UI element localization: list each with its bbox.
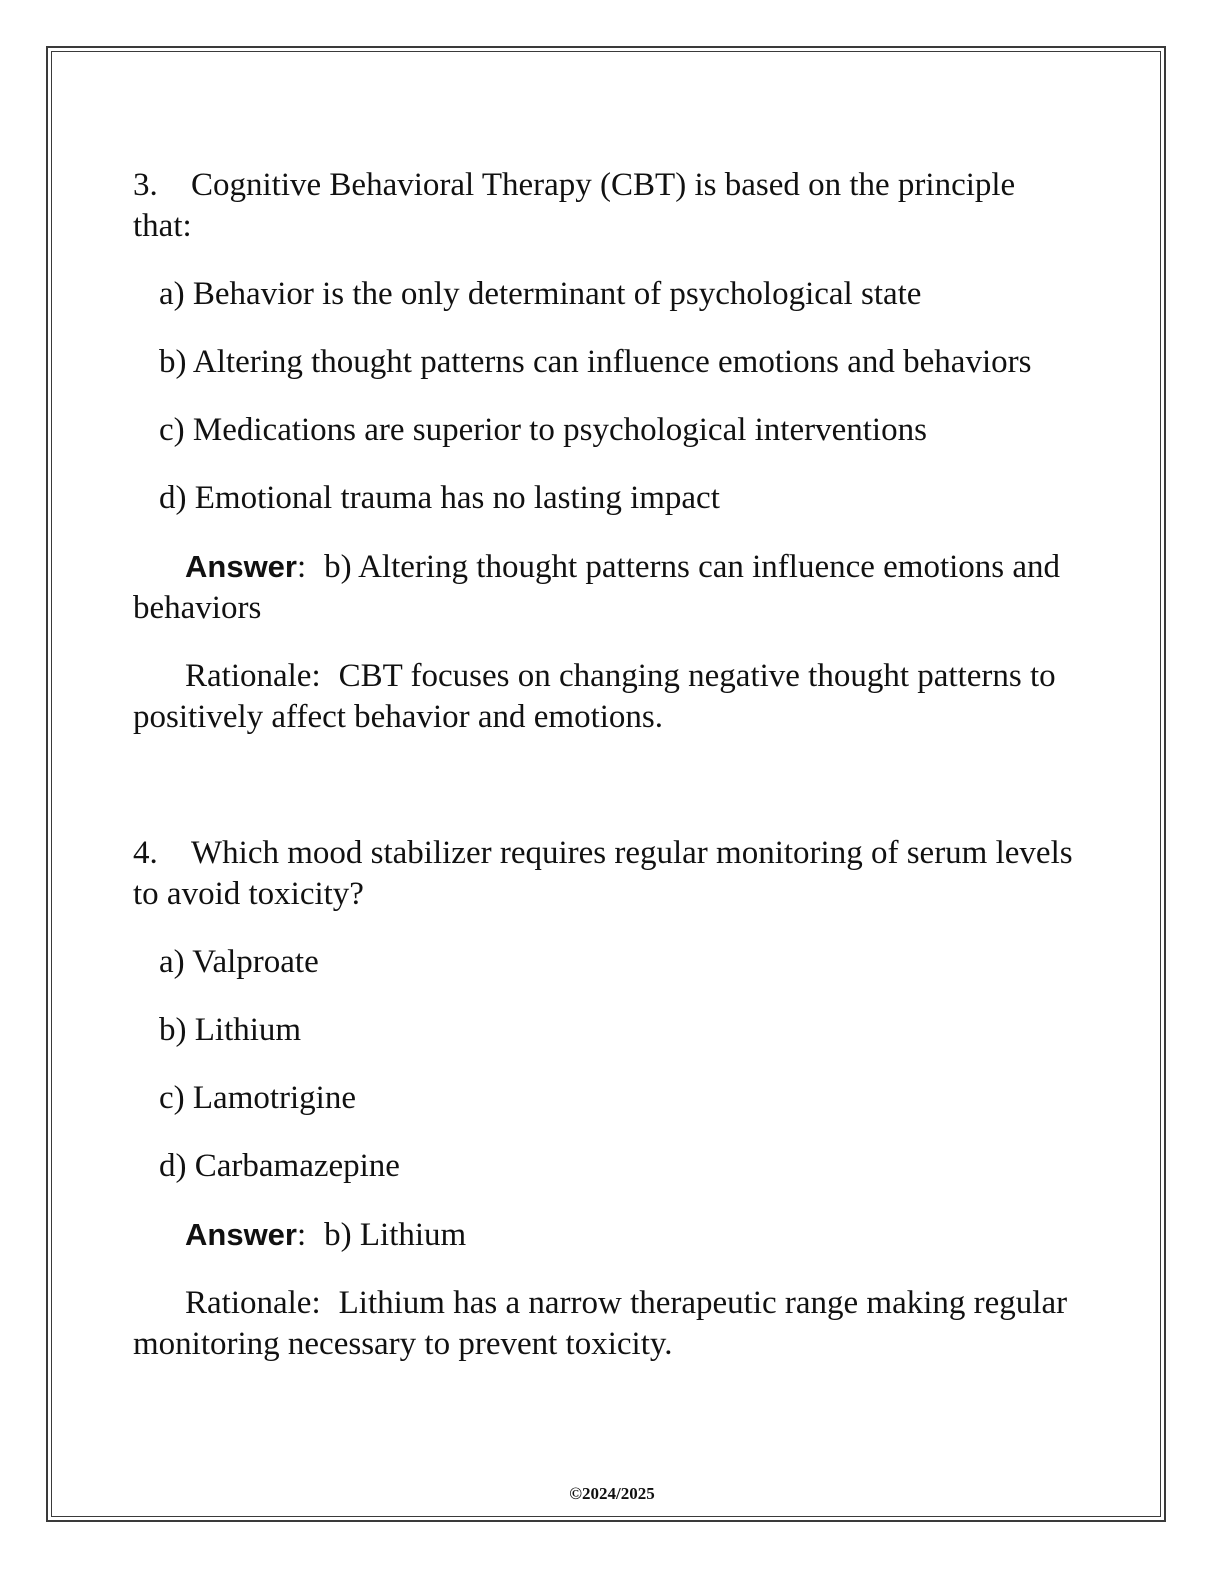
document-body — [133, 165, 1073, 1365]
option-b: b) Lithium — [159, 1012, 302, 1048]
question-stem: Which mood stabilizer requires regular monitoring of serum levels to avoid toxicity? — [133, 835, 1073, 912]
answer-label: Answer — [185, 1217, 297, 1252]
rationale-label: Rationale: — [185, 1285, 321, 1321]
rationale-line — [133, 656, 1073, 738]
option-a: a) Valproate — [159, 944, 319, 980]
option-d: d) Emotional trauma has no lasting impact — [159, 480, 720, 516]
question-number: 3. — [133, 167, 158, 203]
option-c: c) Medications are superior to psychological interventions — [159, 412, 927, 448]
answer-label: Answer — [185, 549, 297, 584]
option-b: b) Altering thought patterns can influence emotions and behaviors — [159, 344, 1032, 380]
footer-copyright: ©2024/2025 — [569, 1484, 655, 1503]
answer-text: b) Altering thought patterns can influence emotions and behaviors — [133, 549, 1061, 626]
rationale-line — [133, 1283, 1073, 1365]
question-number: 4. — [133, 835, 158, 871]
answer-line: Answer: b) Lithium — [185, 1217, 467, 1253]
option-c: c) Lamotrigine — [159, 1080, 357, 1116]
rationale-text: CBT focuses on changing negative thought patterns to positively affect behavior and emotions. — [133, 658, 1056, 735]
question-block-3 — [133, 165, 1073, 738]
option-a: a) Behavior is the only determinant of psychological state — [159, 276, 922, 312]
rationale-text: Lithium has a narrow therapeutic range making regular monitoring necessary to prevent toxicity. — [133, 1285, 1068, 1362]
rationale-label: Rationale: — [185, 658, 321, 694]
option-d: d) Carbamazepine — [159, 1148, 400, 1184]
answer-line: Answer: b) Altering thought patterns can influence emotions and behaviors — [133, 549, 1061, 626]
question-block-4 — [133, 833, 1073, 1365]
question-4-text — [133, 833, 1073, 915]
question-3-text — [133, 165, 1073, 247]
question-stem: Cognitive Behavioral Therapy (CBT) is based on the principle that: — [133, 167, 1016, 244]
answer-text: b) Lithium — [324, 1217, 467, 1253]
